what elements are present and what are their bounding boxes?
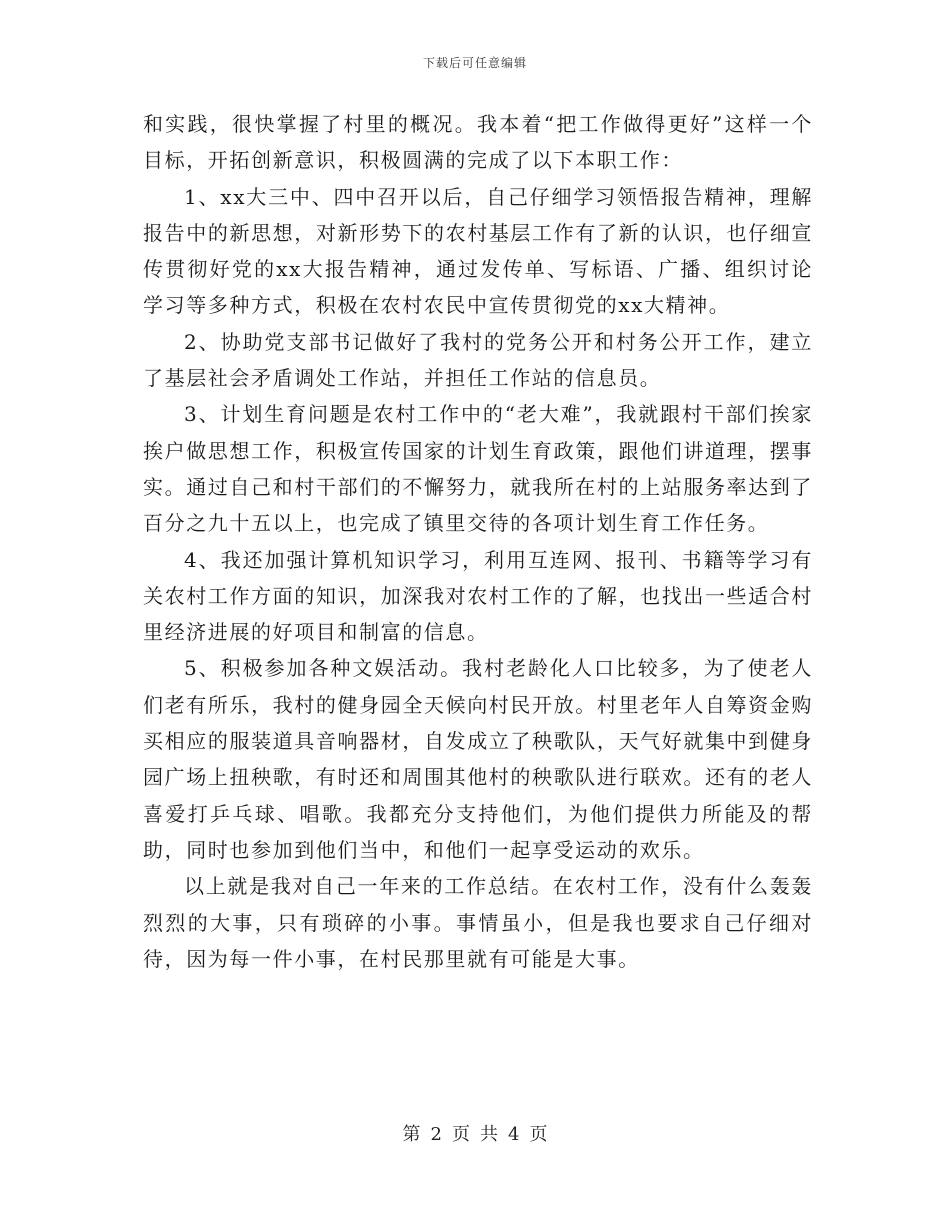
paragraph-item-1: 1、xx大三中、四中召开以后，自己仔细学习领悟报告精神，理解报告中的新思想，对新形势下的农村基层工作有了新的认识，也仔细宣传贯彻好党的xx大报告精神，通过发传单、写标语、广播、组织讨论学习等多种方式，积极在农村农民中宣传贯彻党的xx大精神。 — [143, 184, 813, 318]
paragraph-conclusion: 以上就是我对自己一年来的工作总结。在农村工作，没有什么轰轰烈烈的大事，只有琐碎的小事。事情虽小，但是我也要求自己仔细对待，因为每一件小事，在村民那里就有可能是大事。 — [143, 874, 813, 971]
page-label-mid-2: 共 — [480, 1124, 498, 1145]
paragraph-item-5: 5、积极参加各种文娱活动。我村老龄化人口比较多，为了使老人们老有所乐，我村的健身园全天候向村民开放。村里老年人自筹资金购买相应的服装道具音响器材，自发成立了秧歌队，天气好就集中到健身园广场上扭秧歌，有时还和周围其他村的秧歌队进行联欢。还有的老人喜爱打乒乓球、唱歌。我都充分支持他们，为他们提供力所能及的帮助，同时也参加到他们当中，和他们一起享受运动的欢乐。 — [143, 656, 813, 862]
paragraph-continuation: 和实践，很快掌握了村里的概况。我本着“把工作做得更好”这样一个目标，开拓创新意识，积极圆满的完成了以下本职工作： — [143, 112, 813, 173]
page-footer — [0, 1120, 950, 1146]
page-label-suffix: 页 — [529, 1124, 548, 1145]
page-number-total: 4 — [508, 1124, 520, 1145]
paragraph-item-2: 2、协助党支部书记做好了我村的党务公开和村务公开工作，建立了基层社会矛盾调处工作站，并担任工作站的信息员。 — [143, 329, 813, 391]
page-label-prefix: 第 — [402, 1124, 421, 1145]
document-body — [143, 106, 813, 977]
page-label-mid-1: 页 — [452, 1124, 470, 1145]
paragraph-item-3: 3、计划生育问题是农村工作中的“老大难”，我就跟村干部们挨家挨户做思想工作，积极宣传国家的计划生育政策，跟他们讲道理，摆事实。通过自己和村干部们的不懈努力，就我所在村的上站服务率达到了百分之九十五以上，也完成了镇里交待的各项计划生育工作任务。 — [143, 402, 813, 536]
paragraph-item-4: 4、我还加强计算机知识学习，利用互连网、报刊、书籍等学习有关农村工作方面的知识，加深我对农村工作的了解，也找出一些适合村里经济进展的好项目和制富的信息。 — [143, 547, 813, 645]
page-number-current: 2 — [430, 1124, 442, 1145]
page-header-note: 下载后可任意编辑 — [422, 56, 527, 70]
